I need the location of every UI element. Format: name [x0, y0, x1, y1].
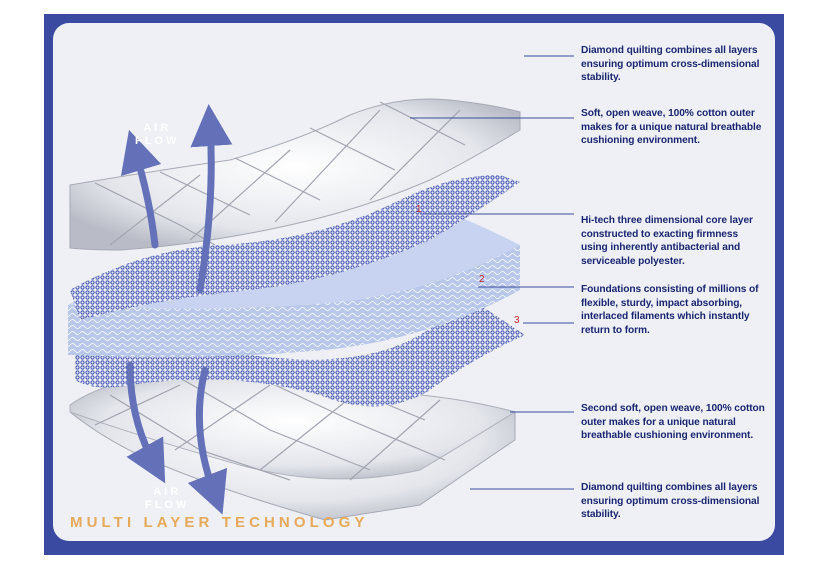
- airflow-top-word-1: AIR: [143, 122, 172, 134]
- diagram-title: MULTI LAYER TECHNOLOGY: [70, 514, 369, 531]
- airflow-bottom-word-1: AIR: [153, 486, 182, 498]
- callout-foundations: Foundations consisting of millions of flexible, sturdy, impact absorbing, interlaced filaments which instantly return to form.: [581, 284, 759, 336]
- callout-diamond-quilting-bottom: Diamond quilting combines all layers ensuring optimum cross-dimensional stability.: [581, 482, 760, 520]
- bottom-quilted-layer: [70, 374, 515, 520]
- callout-core-layer: Hi-tech three dimensional core layer constructed to exacting firmness using inherently antibacterial and serviceable polyester.: [581, 215, 753, 267]
- airflow-bottom-word-2: FLOW: [145, 499, 190, 511]
- airflow-label-bottom: [145, 486, 189, 512]
- layer-number-1: 1: [416, 204, 422, 215]
- callout-diamond-quilting-top: Diamond quilting combines all layers ensuring optimum cross-dimensional stability.: [581, 45, 760, 83]
- airflow-top-word-2: FLOW: [135, 135, 180, 147]
- callout-cotton-outer: Soft, open weave, 100% cotton outer makes for a unique natural breathable cushioning environment.: [581, 108, 762, 146]
- callout-second-cotton-outer: Second soft, open weave, 100% cotton outer makes for a unique natural breathable cushioning environment.: [581, 403, 765, 441]
- layer-number-2: 2: [479, 274, 485, 285]
- layer-number-3: 3: [514, 315, 520, 326]
- airflow-label-top: [135, 122, 179, 148]
